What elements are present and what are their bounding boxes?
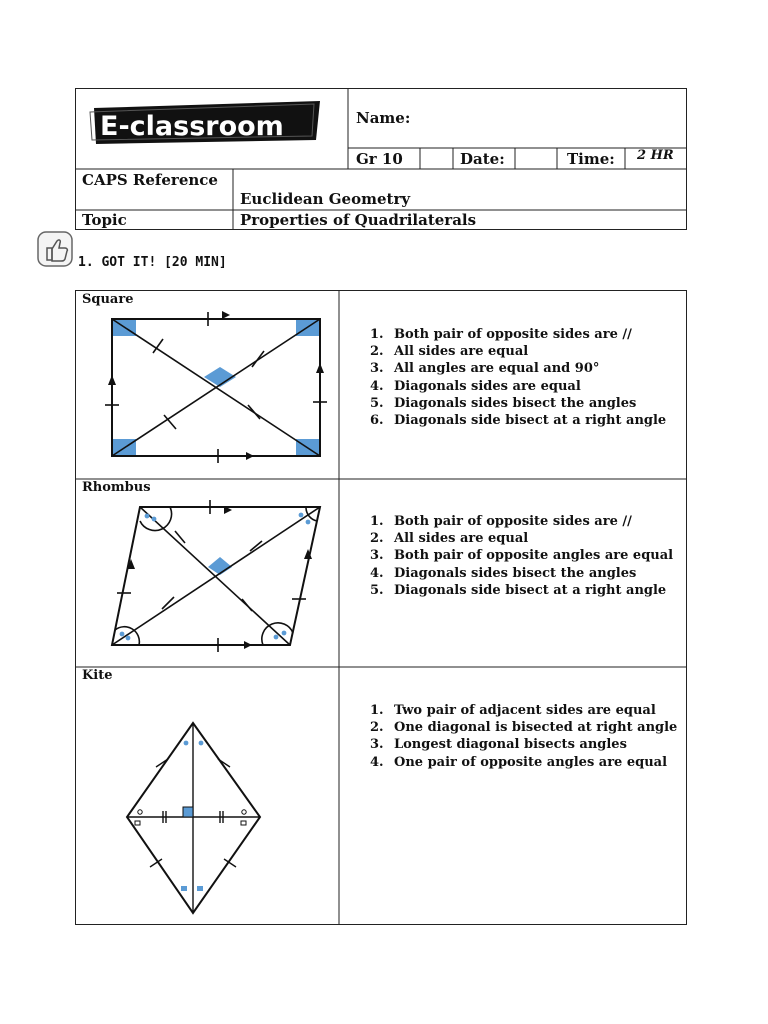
rhombus-properties [370, 513, 673, 599]
topic-value: Properties of Quadrilaterals [240, 211, 477, 229]
list-item: All angles are equal and 90° [394, 361, 600, 377]
list-item: Diagonals side bisect at a right angle [394, 413, 667, 429]
grade-label: Gr 10 [356, 150, 403, 168]
list-item: Both pair of opposite sides are // [394, 514, 632, 529]
rhombus-title: Rhombus [82, 480, 151, 495]
list-item: Diagonals side bisect at a right angle [394, 582, 667, 598]
square-properties [370, 326, 666, 429]
list-item: One diagonal is bisected at right angle [394, 720, 678, 736]
name-label: Name: [356, 109, 411, 127]
list-item: Diagonals sides are equal [394, 378, 581, 394]
date-label: Date: [460, 150, 505, 168]
list-item: Longest diagonal bisects angles [394, 737, 627, 753]
list-item: Diagonals sides bisect the angles [394, 565, 637, 581]
list-item: Both pair of opposite angles are equal [394, 548, 674, 564]
square-diagram [100, 305, 332, 470]
time-value: 2 HR [637, 148, 674, 163]
list-item: One pair of opposite angles are equal [394, 754, 668, 770]
topic-label: Topic [82, 211, 127, 229]
time-label: Time: [567, 150, 615, 168]
list-item: All sides are equal [394, 344, 529, 360]
eclassroom-logo [86, 98, 326, 154]
list-item: Two pair of adjacent sides are equal [394, 703, 656, 718]
caps-reference-label: CAPS Reference [82, 171, 218, 189]
rhombus-diagram [100, 495, 332, 655]
kite-properties [370, 702, 677, 771]
list-item: Both pair of opposite sides are // [394, 327, 632, 342]
list-item: Diagonals sides bisect the angles [394, 395, 637, 411]
list-item: All sides are equal [394, 531, 529, 547]
caps-reference-value: Euclidean Geometry [240, 190, 411, 208]
kite-title: Kite [82, 668, 113, 683]
section-heading: 1. GOT IT! [20 MIN] [78, 255, 227, 270]
logo-text: E-classroom [100, 111, 284, 142]
square-title: Square [82, 292, 134, 307]
thumbs-up-icon [36, 230, 76, 270]
kite-diagram [120, 715, 270, 920]
